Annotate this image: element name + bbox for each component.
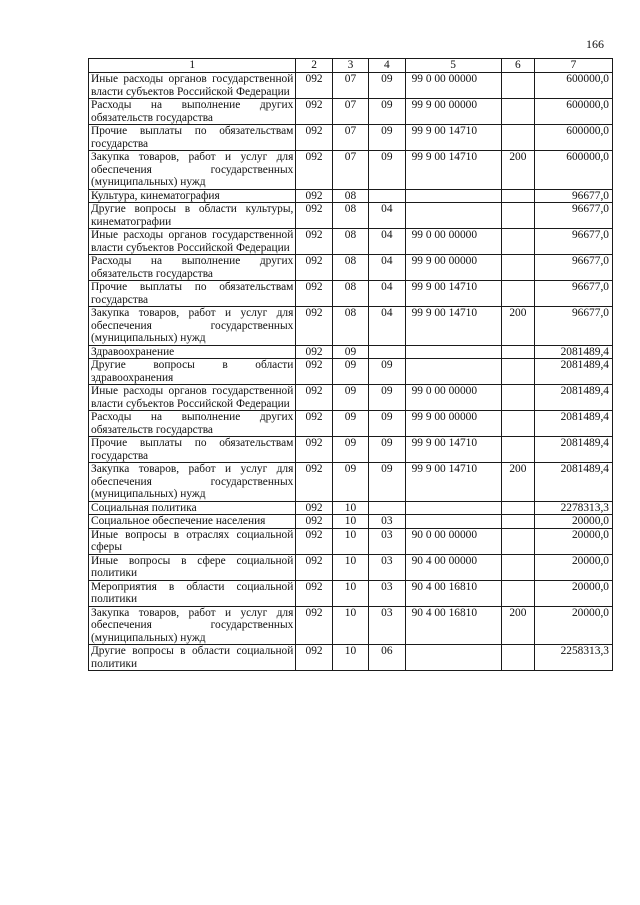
table-row xyxy=(89,359,613,385)
amount-cell: 600000,0 xyxy=(535,125,613,151)
section-code-cell: 09 xyxy=(332,345,368,359)
section-code-cell: 10 xyxy=(332,501,368,515)
admin-code-cell: 092 xyxy=(296,151,332,190)
admin-code-cell: 092 xyxy=(296,606,332,645)
subsection-code-cell: 09 xyxy=(369,151,405,190)
amount-cell: 96677,0 xyxy=(535,281,613,307)
subsection-code-cell xyxy=(369,189,405,203)
section-code-cell: 07 xyxy=(332,151,368,190)
row-name-cell: Другие вопросы в области социальной политики xyxy=(89,645,296,671)
program-code-cell: 90 0 00 00000 xyxy=(405,528,501,554)
row-name-cell: Закупка товаров, работ и услуг для обеспечения государственных (муниципальных) нужд xyxy=(89,151,296,190)
subsection-code-cell: 09 xyxy=(369,99,405,125)
expense-type-cell: 200 xyxy=(501,307,534,346)
expense-type-cell: 200 xyxy=(501,463,534,502)
table-row xyxy=(89,307,613,346)
program-code-cell: 99 9 00 14710 xyxy=(405,463,501,502)
program-code-cell: 99 9 00 14710 xyxy=(405,125,501,151)
expense-type-cell xyxy=(501,515,534,529)
table-row xyxy=(89,73,613,99)
budget-table xyxy=(88,58,613,671)
row-name-cell: Расходы на выполнение других обязательств государства xyxy=(89,99,296,125)
row-name-cell: Закупка товаров, работ и услуг для обеспечения государственных (муниципальных) нужд xyxy=(89,307,296,346)
subsection-code-cell: 03 xyxy=(369,528,405,554)
header-cell: 5 xyxy=(405,59,501,73)
expense-type-cell xyxy=(501,580,534,606)
section-code-cell: 10 xyxy=(332,515,368,529)
amount-cell: 96677,0 xyxy=(535,203,613,229)
amount-cell: 2278313,3 xyxy=(535,501,613,515)
section-code-cell: 07 xyxy=(332,125,368,151)
table-body xyxy=(89,73,613,671)
table-row xyxy=(89,125,613,151)
program-code-cell: 99 9 00 00000 xyxy=(405,99,501,125)
row-name-cell: Иные расходы органов государственной власти субъектов Российской Федерации xyxy=(89,229,296,255)
row-name-cell: Закупка товаров, работ и услуг для обеспечения государственных (муниципальных) нужд xyxy=(89,606,296,645)
table-row xyxy=(89,189,613,203)
section-code-cell: 10 xyxy=(332,554,368,580)
program-code-cell: 99 9 00 14710 xyxy=(405,307,501,346)
program-code-cell xyxy=(405,203,501,229)
amount-cell: 600000,0 xyxy=(535,73,613,99)
row-name-cell: Иные вопросы в сфере социальной политики xyxy=(89,554,296,580)
row-name-cell: Здравоохранение xyxy=(89,345,296,359)
admin-code-cell: 092 xyxy=(296,501,332,515)
program-code-cell xyxy=(405,359,501,385)
admin-code-cell: 092 xyxy=(296,437,332,463)
amount-cell: 2081489,4 xyxy=(535,437,613,463)
program-code-cell: 99 9 00 14710 xyxy=(405,151,501,190)
table-row xyxy=(89,606,613,645)
amount-cell: 20000,0 xyxy=(535,606,613,645)
row-name-cell: Социальная политика xyxy=(89,501,296,515)
program-code-cell xyxy=(405,345,501,359)
program-code-cell: 99 9 00 00000 xyxy=(405,411,501,437)
expense-type-cell xyxy=(501,345,534,359)
expense-type-cell xyxy=(501,203,534,229)
section-code-cell: 07 xyxy=(332,73,368,99)
amount-cell: 600000,0 xyxy=(535,99,613,125)
subsection-code-cell: 03 xyxy=(369,515,405,529)
admin-code-cell: 092 xyxy=(296,463,332,502)
subsection-code-cell: 04 xyxy=(369,281,405,307)
subsection-code-cell: 09 xyxy=(369,463,405,502)
table-row xyxy=(89,554,613,580)
program-code-cell: 99 0 00 00000 xyxy=(405,229,501,255)
subsection-code-cell xyxy=(369,501,405,515)
table-header-row xyxy=(89,59,613,73)
table-row xyxy=(89,281,613,307)
row-name-cell: Иные расходы органов государственной власти субъектов Российской Федерации xyxy=(89,385,296,411)
expense-type-cell xyxy=(501,528,534,554)
section-code-cell: 08 xyxy=(332,255,368,281)
amount-cell: 2258313,3 xyxy=(535,645,613,671)
amount-cell: 96677,0 xyxy=(535,307,613,346)
expense-type-cell xyxy=(501,125,534,151)
amount-cell: 96677,0 xyxy=(535,189,613,203)
program-code-cell: 99 9 00 14710 xyxy=(405,437,501,463)
subsection-code-cell: 09 xyxy=(369,359,405,385)
admin-code-cell: 092 xyxy=(296,99,332,125)
row-name-cell: Расходы на выполнение других обязательств государства xyxy=(89,255,296,281)
table-row xyxy=(89,645,613,671)
table-row xyxy=(89,411,613,437)
amount-cell: 20000,0 xyxy=(535,554,613,580)
expense-type-cell xyxy=(501,73,534,99)
expense-type-cell xyxy=(501,359,534,385)
section-code-cell: 08 xyxy=(332,203,368,229)
row-name-cell: Прочие выплаты по обязательствам государства xyxy=(89,281,296,307)
table-row xyxy=(89,580,613,606)
header-cell: 4 xyxy=(369,59,405,73)
amount-cell: 2081489,4 xyxy=(535,385,613,411)
subsection-code-cell: 04 xyxy=(369,229,405,255)
header-cell: 1 xyxy=(89,59,296,73)
program-code-cell: 90 4 00 16810 xyxy=(405,606,501,645)
amount-cell: 600000,0 xyxy=(535,151,613,190)
header-cell: 6 xyxy=(501,59,534,73)
section-code-cell: 09 xyxy=(332,385,368,411)
admin-code-cell: 092 xyxy=(296,528,332,554)
table-row xyxy=(89,385,613,411)
admin-code-cell: 092 xyxy=(296,189,332,203)
section-code-cell: 08 xyxy=(332,189,368,203)
subsection-code-cell: 04 xyxy=(369,203,405,229)
admin-code-cell: 092 xyxy=(296,345,332,359)
subsection-code-cell: 04 xyxy=(369,307,405,346)
row-name-cell: Прочие выплаты по обязательствам государства xyxy=(89,125,296,151)
section-code-cell: 10 xyxy=(332,528,368,554)
subsection-code-cell: 03 xyxy=(369,580,405,606)
table-row xyxy=(89,515,613,529)
row-name-cell: Другие вопросы в области здравоохранения xyxy=(89,359,296,385)
row-name-cell: Культура, кинематография xyxy=(89,189,296,203)
table-row xyxy=(89,528,613,554)
subsection-code-cell xyxy=(369,345,405,359)
program-code-cell xyxy=(405,501,501,515)
table-row xyxy=(89,345,613,359)
section-code-cell: 08 xyxy=(332,307,368,346)
admin-code-cell: 092 xyxy=(296,411,332,437)
table-row xyxy=(89,463,613,502)
amount-cell: 20000,0 xyxy=(535,515,613,529)
table-row xyxy=(89,99,613,125)
subsection-code-cell: 09 xyxy=(369,437,405,463)
row-name-cell: Иные расходы органов государственной власти субъектов Российской Федерации xyxy=(89,73,296,99)
expense-type-cell xyxy=(501,255,534,281)
row-name-cell: Иные вопросы в отраслях социальной сферы xyxy=(89,528,296,554)
admin-code-cell: 092 xyxy=(296,229,332,255)
expense-type-cell xyxy=(501,411,534,437)
expense-type-cell xyxy=(501,437,534,463)
admin-code-cell: 092 xyxy=(296,203,332,229)
program-code-cell: 99 0 00 00000 xyxy=(405,73,501,99)
section-code-cell: 09 xyxy=(332,437,368,463)
expense-type-cell xyxy=(501,501,534,515)
row-name-cell: Другие вопросы в области культуры, кинематографии xyxy=(89,203,296,229)
admin-code-cell: 092 xyxy=(296,281,332,307)
row-name-cell: Прочие выплаты по обязательствам государства xyxy=(89,437,296,463)
section-code-cell: 09 xyxy=(332,463,368,502)
admin-code-cell: 092 xyxy=(296,359,332,385)
program-code-cell: 90 4 00 16810 xyxy=(405,580,501,606)
row-name-cell: Мероприятия в области социальной политики xyxy=(89,580,296,606)
section-code-cell: 07 xyxy=(332,99,368,125)
amount-cell: 96677,0 xyxy=(535,255,613,281)
page-number: 166 xyxy=(586,37,604,51)
table-row xyxy=(89,501,613,515)
subsection-code-cell: 03 xyxy=(369,606,405,645)
section-code-cell: 09 xyxy=(332,359,368,385)
subsection-code-cell: 06 xyxy=(369,645,405,671)
header-cell: 7 xyxy=(535,59,613,73)
program-code-cell: 99 9 00 00000 xyxy=(405,255,501,281)
subsection-code-cell: 09 xyxy=(369,385,405,411)
amount-cell: 2081489,4 xyxy=(535,359,613,385)
admin-code-cell: 092 xyxy=(296,73,332,99)
table-row xyxy=(89,255,613,281)
header-cell: 2 xyxy=(296,59,332,73)
amount-cell: 2081489,4 xyxy=(535,463,613,502)
subsection-code-cell: 09 xyxy=(369,125,405,151)
admin-code-cell: 092 xyxy=(296,255,332,281)
expense-type-cell xyxy=(501,645,534,671)
subsection-code-cell: 03 xyxy=(369,554,405,580)
expense-type-cell xyxy=(501,281,534,307)
expense-type-cell: 200 xyxy=(501,606,534,645)
row-name-cell: Социальное обеспечение населения xyxy=(89,515,296,529)
amount-cell: 2081489,4 xyxy=(535,345,613,359)
header-cell: 3 xyxy=(332,59,368,73)
row-name-cell: Закупка товаров, работ и услуг для обеспечения государственных (муниципальных) нужд xyxy=(89,463,296,502)
expense-type-cell xyxy=(501,385,534,411)
program-code-cell: 90 4 00 00000 xyxy=(405,554,501,580)
program-code-cell xyxy=(405,189,501,203)
expense-type-cell xyxy=(501,554,534,580)
expense-type-cell xyxy=(501,189,534,203)
amount-cell: 20000,0 xyxy=(535,528,613,554)
section-code-cell: 10 xyxy=(332,606,368,645)
admin-code-cell: 092 xyxy=(296,515,332,529)
admin-code-cell: 092 xyxy=(296,307,332,346)
admin-code-cell: 092 xyxy=(296,645,332,671)
expense-type-cell: 200 xyxy=(501,151,534,190)
program-code-cell xyxy=(405,515,501,529)
expense-type-cell xyxy=(501,99,534,125)
subsection-code-cell: 09 xyxy=(369,411,405,437)
program-code-cell: 99 9 00 14710 xyxy=(405,281,501,307)
section-code-cell: 10 xyxy=(332,580,368,606)
table-row xyxy=(89,437,613,463)
admin-code-cell: 092 xyxy=(296,125,332,151)
program-code-cell xyxy=(405,645,501,671)
amount-cell: 2081489,4 xyxy=(535,411,613,437)
subsection-code-cell: 04 xyxy=(369,255,405,281)
section-code-cell: 08 xyxy=(332,229,368,255)
table-row xyxy=(89,203,613,229)
section-code-cell: 08 xyxy=(332,281,368,307)
amount-cell: 96677,0 xyxy=(535,229,613,255)
section-code-cell: 10 xyxy=(332,645,368,671)
expense-type-cell xyxy=(501,229,534,255)
section-code-cell: 09 xyxy=(332,411,368,437)
table-row xyxy=(89,151,613,190)
subsection-code-cell: 09 xyxy=(369,73,405,99)
row-name-cell: Расходы на выполнение других обязательств государства xyxy=(89,411,296,437)
admin-code-cell: 092 xyxy=(296,385,332,411)
table-row xyxy=(89,229,613,255)
amount-cell: 20000,0 xyxy=(535,580,613,606)
admin-code-cell: 092 xyxy=(296,554,332,580)
program-code-cell: 99 0 00 00000 xyxy=(405,385,501,411)
admin-code-cell: 092 xyxy=(296,580,332,606)
